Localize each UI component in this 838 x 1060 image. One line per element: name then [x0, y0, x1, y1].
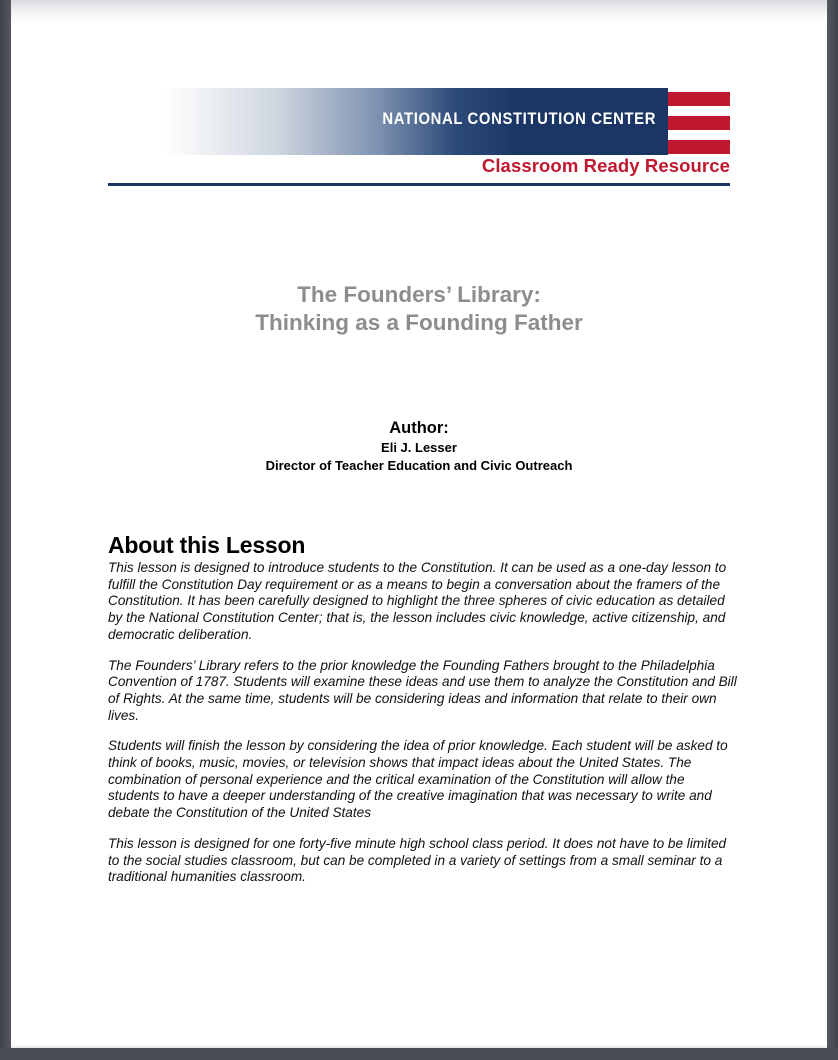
author-name: Eli J. Lesser — [381, 440, 457, 455]
page-title-line-2: Thinking as a Founding Father — [255, 310, 583, 336]
organization-name: NATIONAL CONSTITUTION CENTER — [382, 110, 656, 128]
page-title-line-1: The Founders’ Library: — [297, 282, 541, 308]
page-title — [108, 281, 730, 337]
flag-stripe — [668, 116, 730, 130]
masthead-banner — [108, 88, 668, 155]
about-paragraph: The Founders’ Library refers to the prior knowledge the Founding Fathers brought to the Philadelphia Convention of 1787. Students will examine these ideas and use them to analyze the Constitution and Bill of Rights. At the same time, students will be considering ideas and information that relate to their own lives. — [108, 657, 737, 723]
about-paragraph: Students will finish the lesson by considering the idea of prior knowledge. Each student will be asked to think of books, music, movies, or television shows that impact ideas about the United States. The combination of personal experience and the critical examination of the Constitution will allow the students to have a deeper understanding of the creative imagination that was necessary to write and debate the Constitution of the United States — [108, 738, 728, 821]
masthead-tagline: Classroom Ready Resource — [481, 155, 730, 176]
viewer-left-margin — [0, 0, 11, 1060]
about-paragraph: This lesson is designed for one forty-five minute high school class period. It does not have to be limited to the social studies classroom, but can be completed in a variety of settings from a small seminar to a traditional humanities classroom. — [108, 835, 727, 885]
masthead-logo — [108, 88, 730, 174]
page-content — [108, 0, 737, 1048]
viewer-right-margin — [827, 0, 838, 1060]
about-heading: About this Lesson — [108, 532, 306, 558]
flag-stripe — [668, 140, 730, 154]
flag-stripe — [668, 92, 730, 106]
document-page — [11, 0, 827, 1048]
author-role: Director of Teacher Education and Civic Outreach — [265, 458, 573, 473]
author-label: Author: — [389, 419, 449, 437]
about-this-lesson-section — [108, 531, 738, 886]
author-block — [108, 418, 730, 475]
viewer-bottom-margin — [0, 1048, 838, 1060]
masthead-divider — [108, 183, 730, 186]
flag-stripes-icon — [668, 88, 730, 155]
about-paragraph: This lesson is designed to introduce students to the Constitution. It can be used as a one-day lesson to fulfill the Constitution Day requirement or as a means to begin a conversation about the framers of the Constitution. It has been carefully designed to highlight the three spheres of civic education as detailed by the National Constitution Center; that is, the lesson includes civic knowledge, active citizenship, and democratic deliberation. — [108, 560, 727, 642]
